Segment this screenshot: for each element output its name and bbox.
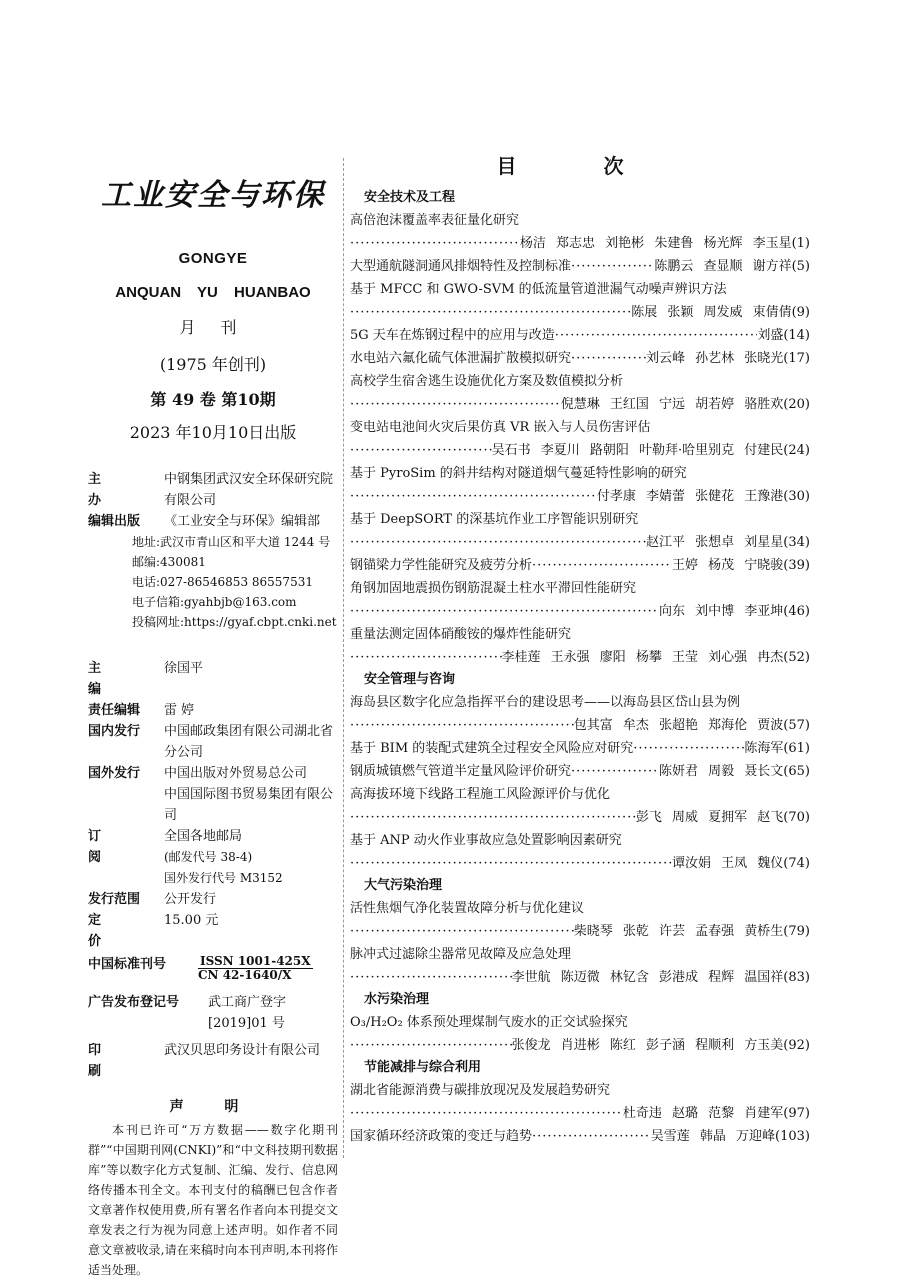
toc-entry-line — [350, 554, 810, 577]
toc-entry-authors: 吴雪莲 韩晶 万迎峰(103) — [650, 1129, 810, 1144]
toc-entry-line — [350, 347, 810, 370]
toc-entry[interactable] — [350, 1079, 810, 1125]
leader-dots — [350, 600, 659, 623]
toc-section-heading: 大气污染治理 — [364, 878, 443, 893]
toc-entry-title-line — [350, 278, 810, 301]
toc-entry[interactable] — [350, 737, 810, 760]
leader-dots — [350, 852, 672, 875]
ad-reg-label: 广告发布登记号 — [88, 995, 180, 1010]
resp-editor-label: 责任编辑 — [88, 703, 141, 718]
toc-entry-author-line — [350, 232, 810, 255]
toc-entry[interactable] — [350, 1125, 810, 1148]
toc-entry-authors: 赵江平 张想卓 刘星星(34) — [646, 535, 810, 550]
subscribe-1: 全国各地邮局 — [164, 829, 243, 844]
toc-entry-authors: 李桂莲 王永强 廖阳 杨攀 王莹 刘心强 冉杰(52) — [501, 650, 810, 665]
toc-entry-author-line — [350, 600, 810, 623]
issn: ISSN 1001-425X — [200, 954, 311, 968]
scope-label: 发行范围 — [88, 892, 141, 907]
toc-entry-authors: 向东 刘中博 李亚坤(46) — [659, 604, 810, 619]
toc-entry-authors: 陈海军(61) — [744, 741, 810, 756]
leader-dots — [350, 920, 574, 943]
toc-entry-title: 重量法测定固体硝酸铵的爆炸性能研究 — [350, 627, 572, 642]
leader-dots — [571, 347, 646, 370]
leader-dots — [350, 806, 636, 829]
toc-entry[interactable] — [350, 577, 810, 623]
toc-entry-title: 基于 PyroSim 的斜井结构对隧道烟气蔓延特性影响的研究 — [350, 466, 687, 481]
toc-entry[interactable] — [350, 324, 810, 347]
statement-body: 本刊已许可“万方数据——数字化期刊群”“中国期刊网(CNKI)”和“中文科技期刊数据库”等以数字化方式复制、汇编、发行、信息网络传播本刊全文。本刊支付的稿酬已包含作者文章著作权使用费,所有署名作者向本刊提交文章发表之行为视为同意上述声明。如作者不同意文章被收录,请在来稿时向本刊声明,本刊将作适当处理。 — [88, 1123, 338, 1277]
chief-editor-label: 主 编 — [88, 661, 122, 697]
toc-entry[interactable] — [350, 255, 810, 278]
toc-entry-title: 基于 BIM 的装配式建筑全过程安全风险应对研究 — [350, 741, 634, 756]
toc-entry[interactable] — [350, 347, 810, 370]
editor-pub: 《工业安全与环保》编辑部 — [164, 514, 321, 529]
std-number-label: 中国标准刊号 — [88, 957, 167, 972]
toc-entry-title-line — [350, 897, 810, 920]
toc-entry-author-line — [350, 1034, 810, 1057]
volume-issue: 第 49 卷 第10期 — [150, 390, 276, 409]
leader-dots — [350, 1034, 512, 1057]
toc-entry-title: 基于 DeepSORT 的深基坑作业工序智能识别研究 — [350, 512, 639, 527]
toc-entry[interactable] — [350, 897, 810, 943]
toc-entry-title: 基于 MFCC 和 GWO-SVM 的低流量管道泄漏气动噪声辨识方法 — [350, 282, 727, 297]
toc-entry-title-line — [350, 691, 810, 714]
founded-year: (1975 年创刊) — [159, 355, 267, 374]
toc-entry-line — [350, 324, 810, 347]
toc-entry-author-line — [350, 531, 810, 554]
journal-pinyin-line1: GONGYE — [178, 250, 248, 267]
journal-pinyin-line2: ANQUAN YU HUANBAO — [115, 284, 311, 301]
toc-entry-author-line — [350, 852, 810, 875]
leader-dots — [633, 737, 744, 760]
toc-entry-authors: 陈展 张颖 周发威 束倩倩(9) — [631, 305, 810, 320]
toc-entry-title-line — [350, 462, 810, 485]
sponsor-label: 主 办 — [88, 472, 122, 508]
ad-reg: 武工商广登字[2019]01 号 — [208, 995, 287, 1031]
toc-entry-title-line — [350, 943, 810, 966]
address: 地址:武汉市青山区和平大道 1244 号 — [132, 535, 331, 549]
toc-entry-title: O₃/H₂O₂ 体系预处理煤制气废水的正交试验探究 — [350, 1015, 628, 1030]
toc-entry-authors: 彭飞 周威 夏拥军 赵飞(70) — [635, 810, 810, 825]
subscribe-3: 国外发行代号 M3152 — [164, 871, 283, 885]
toc-entry[interactable] — [350, 623, 810, 669]
toc-entry-authors: 包其富 牟杰 张超艳 郑海伦 贾波(57) — [573, 718, 810, 733]
toc-entry-title: 脉冲式过滤除尘器常见故障及应急处理 — [350, 947, 572, 962]
toc-entry-authors: 陈妍君 周毅 聂长文(65) — [659, 764, 810, 779]
toc-column — [350, 150, 810, 1148]
toc-entry-title-line — [350, 829, 810, 852]
foreign-dist-1: 中国出版对外贸易总公司 — [164, 766, 308, 781]
toc-entry-authors: 杨洁 郑志忠 刘艳彬 朱建鲁 杨光辉 李玉星(1) — [519, 236, 810, 251]
leader-dots — [571, 255, 654, 278]
toc-entry-authors: 陈鹏云 查显顺 谢方祥(5) — [654, 259, 810, 274]
toc-entry-authors: 柴晓琴 张乾 许芸 孟春强 黄桥生(79) — [573, 924, 810, 939]
toc-entry-authors: 吴石书 李夏川 路朝阳 叶勒拜·哈里别克 付建民(24) — [491, 443, 810, 458]
toc-entry-title-line — [350, 370, 810, 393]
statement-title: 声 明 — [169, 1099, 257, 1115]
toc-entry-author-line — [350, 485, 810, 508]
toc-entry-author-line — [350, 439, 810, 462]
toc-entry-authors: 谭汝娟 王凤 魏仪(74) — [672, 856, 810, 871]
journal-logo: 工业安全与环保 — [101, 178, 325, 213]
toc-entry-title-line — [350, 1079, 810, 1102]
printer: 武汉贝思印务设计有限公司 — [164, 1043, 321, 1058]
toc-entry[interactable] — [350, 370, 810, 416]
toc-entry-title-line — [350, 623, 810, 646]
toc-entry-title: 湖北省能源消费与碳排放现况及发展趋势研究 — [350, 1083, 611, 1098]
toc-entry-authors: 杜奇违 赵璐 范黎 肖建军(97) — [622, 1106, 810, 1121]
foreign-dist-2: 中国国际图书贸易集团有限公司 — [164, 787, 334, 823]
toc-entry-authors: 倪慧琳 王红国 宁远 胡若婷 骆胜欢(20) — [560, 397, 810, 412]
toc-entry-author-line — [350, 393, 810, 416]
toc-entry-title-line — [350, 416, 810, 439]
subscribe-2: (邮发代号 38-4) — [164, 850, 253, 864]
toc-entry-authors: 王婷 杨茂 宁晓骏(39) — [672, 558, 810, 573]
toc-entry-title-line — [350, 577, 810, 600]
chief-editor: 徐国平 — [164, 661, 204, 676]
toc-entry-author-line — [350, 920, 810, 943]
price-label: 定 价 — [88, 913, 122, 949]
publish-date: 2023 年10月10日出版 — [129, 423, 297, 442]
leader-dots — [555, 324, 758, 347]
column-divider — [343, 158, 344, 1158]
editor-pub-label: 编辑出版 — [88, 514, 141, 529]
toc-entry-title: 5G 天车在炼钢过程中的应用与改造 — [350, 328, 555, 343]
toc-entry[interactable] — [350, 943, 810, 989]
toc-entry[interactable] — [350, 209, 810, 255]
toc-entry[interactable] — [350, 508, 810, 554]
cn-number: CN 42-1640/X — [198, 968, 292, 982]
leader-dots — [532, 554, 672, 577]
toc-entry-title: 国家循环经济政策的变迁与趋势 — [350, 1129, 533, 1144]
leader-dots — [350, 439, 492, 462]
toc-entry-author-line — [350, 714, 810, 737]
toc-entry[interactable] — [350, 278, 810, 324]
toc-entry-title: 基于 ANP 动火作业事故应急处置影响因素研究 — [350, 833, 622, 848]
resp-editor: 雷 婷 — [164, 703, 195, 718]
toc-entry-authors: 付孝康 李婧蕾 张健花 王豫港(30) — [596, 489, 810, 504]
toc-entry-author-line — [350, 806, 810, 829]
toc-entry-title: 水电站六氟化硫气体泄漏扩散模拟研究 — [350, 351, 572, 366]
frequency: 月 刊 — [179, 318, 247, 337]
toc-entry-author-line — [350, 646, 810, 669]
toc-entry-title: 钢锚梁力学性能研究及疲劳分析 — [350, 558, 533, 573]
toc-entry[interactable] — [350, 1011, 810, 1057]
toc-entry-title: 变电站电池间火灾后果仿真 VR 嵌入与人员伤害评估 — [350, 420, 651, 435]
toc-entry-title-line — [350, 508, 810, 531]
publication-info — [88, 469, 338, 1082]
leader-dots — [350, 301, 631, 324]
toc-entry-title: 大型通航隧洞通风排烟特性及控制标准 — [350, 259, 572, 274]
foreign-dist-label: 国外发行 — [88, 766, 141, 781]
toc-entry-line — [350, 255, 810, 278]
phone: 电话:027-86546853 86557531 — [132, 575, 313, 589]
toc-entry-title: 角钢加固地震损伤钢筋混凝土柱水平滞回性能研究 — [350, 581, 637, 596]
postcode: 邮编:430081 — [132, 555, 206, 569]
domestic-dist-label: 国内发行 — [88, 724, 141, 739]
masthead-column — [88, 170, 338, 1280]
toc-section-heading: 水污染治理 — [364, 992, 430, 1007]
leader-dots — [350, 485, 597, 508]
leader-dots — [350, 1102, 623, 1125]
toc-entry[interactable] — [350, 416, 810, 462]
toc-entry-title-line — [350, 209, 810, 232]
leader-dots — [350, 714, 574, 737]
subscribe-label: 订 阅 — [88, 829, 122, 865]
leader-dots — [350, 531, 646, 554]
toc-entry-authors: 张俊龙 肖进彬 陈红 彭子涵 程顺利 方玉美(92) — [511, 1038, 810, 1053]
toc-entry-title-line — [350, 783, 810, 806]
toc-entry-author-line — [350, 301, 810, 324]
toc-section-heading: 安全技术及工程 — [364, 190, 456, 205]
toc-entry[interactable] — [350, 829, 810, 875]
toc-section-heading: 节能减排与综合利用 — [364, 1060, 482, 1075]
toc-entry-authors: 李世航 陈迈微 林钇含 彭港成 程辉 温国祥(83) — [511, 970, 810, 985]
toc-entry-title: 高倍泡沫覆盖率表征量化研究 — [350, 213, 520, 228]
toc-entry-line — [350, 1125, 810, 1148]
toc-entry-authors: 刘盛(14) — [757, 328, 810, 343]
toc-entry-author-line — [350, 966, 810, 989]
scope: 公开发行 — [164, 892, 217, 907]
toc-entry[interactable] — [350, 783, 810, 829]
toc-entry-author-line — [350, 1102, 810, 1125]
toc-entry-title: 高海拔环境下线路工程施工风险源评价与优化 — [350, 787, 611, 802]
leader-dots — [350, 232, 520, 255]
printer-label: 印 刷 — [88, 1043, 122, 1079]
toc-entry-title: 海岛县区数字化应急指挥平台的建设思考——以海岛县区岱山县为例 — [350, 695, 741, 710]
toc-entry[interactable] — [350, 462, 810, 508]
leader-dots — [571, 760, 659, 783]
toc-entry-title-line — [350, 1011, 810, 1034]
sponsor: 中钢集团武汉安全环保研究院有限公司 — [164, 472, 334, 508]
toc-entry-line — [350, 737, 810, 760]
toc-entry[interactable] — [350, 760, 810, 783]
toc-entry[interactable] — [350, 691, 810, 737]
toc-list — [350, 187, 810, 1148]
toc-entry-authors: 刘云峰 孙艺林 张晓光(17) — [646, 351, 810, 366]
toc-section-heading: 安全管理与咨询 — [364, 672, 456, 687]
toc-entry-title: 高校学生宿舍逃生设施优化方案及数值模拟分析 — [350, 374, 624, 389]
leader-dots — [350, 393, 561, 416]
leader-dots — [350, 966, 512, 989]
domestic-dist: 中国邮政集团有限公司湖北省分公司 — [164, 724, 334, 760]
website: 投稿网址:https://gyaf.cbpt.cnki.net — [132, 615, 337, 629]
price: 15.00 元 — [164, 913, 219, 928]
leader-dots — [350, 646, 502, 669]
leader-dots — [532, 1125, 651, 1148]
toc-entry[interactable] — [350, 554, 810, 577]
toc-entry-line — [350, 760, 810, 783]
toc-title: 目 次 — [496, 154, 664, 178]
toc-entry-title: 钢质城镇燃气管道半定量风险评价研究 — [350, 764, 572, 779]
email: 电子信箱:gyahbjb@163.com — [132, 595, 297, 609]
toc-entry-title: 活性焦烟气净化装置故障分析与优化建议 — [350, 901, 585, 916]
